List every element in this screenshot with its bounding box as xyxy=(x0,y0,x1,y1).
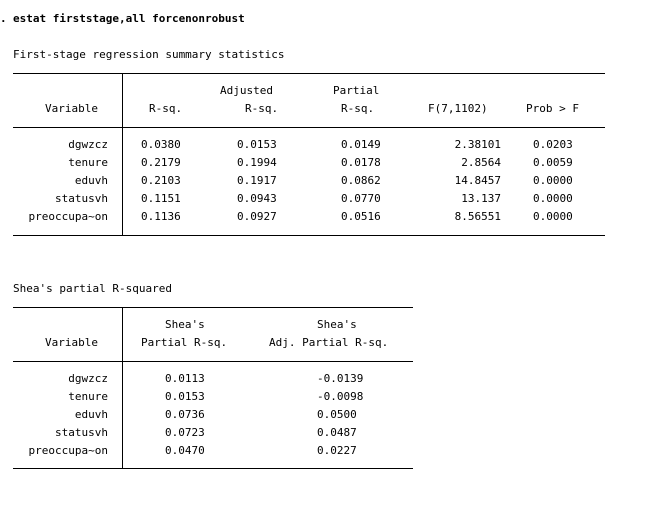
shea-row-variable: eduvh xyxy=(74,408,108,421)
summary-row-prob: 0.0000 xyxy=(533,174,573,187)
summary-header-partial-rsq: R-sq. xyxy=(341,102,375,115)
shea-table-divider xyxy=(122,307,123,469)
summary-row-f: 14.8457 xyxy=(454,174,501,187)
shea-row-adj-partial: -0.0139 xyxy=(317,372,364,385)
summary-table-top-rule xyxy=(13,73,605,74)
summary-row-partial-rsq: 0.0516 xyxy=(341,210,381,223)
summary-row-rsq: 0.0380 xyxy=(141,138,181,151)
summary-row-f: 13.137 xyxy=(461,192,501,205)
shea-row-partial: 0.0153 xyxy=(165,390,205,403)
summary-header-partial: Partial xyxy=(333,84,380,97)
summary-row-variable: dgwzcz xyxy=(68,138,108,151)
command-text: estat firststage,all forcenonrobust xyxy=(13,12,245,25)
shea-header-shea-2: Shea's xyxy=(317,318,357,331)
summary-header-adjusted: Adjusted xyxy=(220,84,273,97)
summary-row-prob: 0.0203 xyxy=(533,138,573,151)
shea-header-adj-partial: Adj. Partial R-sq. xyxy=(269,336,389,349)
summary-row-f: 2.8564 xyxy=(461,156,501,169)
shea-row-partial: 0.0723 xyxy=(165,426,205,439)
summary-table-bottom-rule xyxy=(13,235,605,236)
summary-row-adj-rsq: 0.1994 xyxy=(237,156,277,169)
summary-row-variable: tenure xyxy=(68,156,108,169)
shea-row-adj-partial: 0.0487 xyxy=(317,426,357,439)
summary-row-rsq: 0.1151 xyxy=(141,192,181,205)
summary-row-adj-rsq: 0.1917 xyxy=(237,174,277,187)
shea-row-adj-partial: -0.0098 xyxy=(317,390,364,403)
shea-table-top-rule xyxy=(13,307,413,308)
shea-table-bottom-rule xyxy=(13,468,413,469)
shea-header-shea-1: Shea's xyxy=(165,318,205,331)
summary-row-prob: 0.0059 xyxy=(533,156,573,169)
command-prompt: . xyxy=(0,12,7,25)
summary-row-variable: statusvh xyxy=(55,192,108,205)
shea-table-title: Shea's partial R-squared xyxy=(13,282,172,295)
shea-header-partial: Partial R-sq. xyxy=(141,336,228,349)
summary-row-partial-rsq: 0.0149 xyxy=(341,138,381,151)
summary-row-adj-rsq: 0.0943 xyxy=(237,192,277,205)
summary-table-divider xyxy=(122,73,123,236)
summary-row-f: 8.56551 xyxy=(454,210,501,223)
shea-row-variable: tenure xyxy=(68,390,108,403)
shea-row-variable: dgwzcz xyxy=(68,372,108,385)
summary-table-header-rule xyxy=(13,127,605,128)
summary-row-f: 2.38101 xyxy=(454,138,501,151)
shea-row-variable: preoccupa~on xyxy=(28,444,108,457)
shea-header-variable: Variable xyxy=(45,336,98,349)
summary-row-adj-rsq: 0.0927 xyxy=(237,210,277,223)
shea-row-variable: statusvh xyxy=(55,426,108,439)
shea-row-adj-partial: 0.0500 xyxy=(317,408,357,421)
summary-header-adj-rsq: R-sq. xyxy=(245,102,279,115)
summary-header-f: F(7,1102) xyxy=(428,102,488,115)
shea-row-partial: 0.0113 xyxy=(165,372,205,385)
summary-row-adj-rsq: 0.0153 xyxy=(237,138,277,151)
shea-table-header-rule xyxy=(13,361,413,362)
summary-row-rsq: 0.2179 xyxy=(141,156,181,169)
summary-row-prob: 0.0000 xyxy=(533,210,573,223)
summary-header-variable: Variable xyxy=(45,102,98,115)
summary-row-partial-rsq: 0.0770 xyxy=(341,192,381,205)
summary-header-prob: Prob > F xyxy=(526,102,579,115)
summary-row-rsq: 0.1136 xyxy=(141,210,181,223)
summary-row-rsq: 0.2103 xyxy=(141,174,181,187)
summary-row-partial-rsq: 0.0862 xyxy=(341,174,381,187)
summary-header-rsq: R-sq. xyxy=(149,102,183,115)
shea-row-partial: 0.0736 xyxy=(165,408,205,421)
summary-table-title: First-stage regression summary statistics xyxy=(13,48,285,61)
shea-row-adj-partial: 0.0227 xyxy=(317,444,357,457)
summary-row-partial-rsq: 0.0178 xyxy=(341,156,381,169)
shea-row-partial: 0.0470 xyxy=(165,444,205,457)
summary-row-variable: preoccupa~on xyxy=(28,210,108,223)
summary-row-prob: 0.0000 xyxy=(533,192,573,205)
summary-row-variable: eduvh xyxy=(74,174,108,187)
